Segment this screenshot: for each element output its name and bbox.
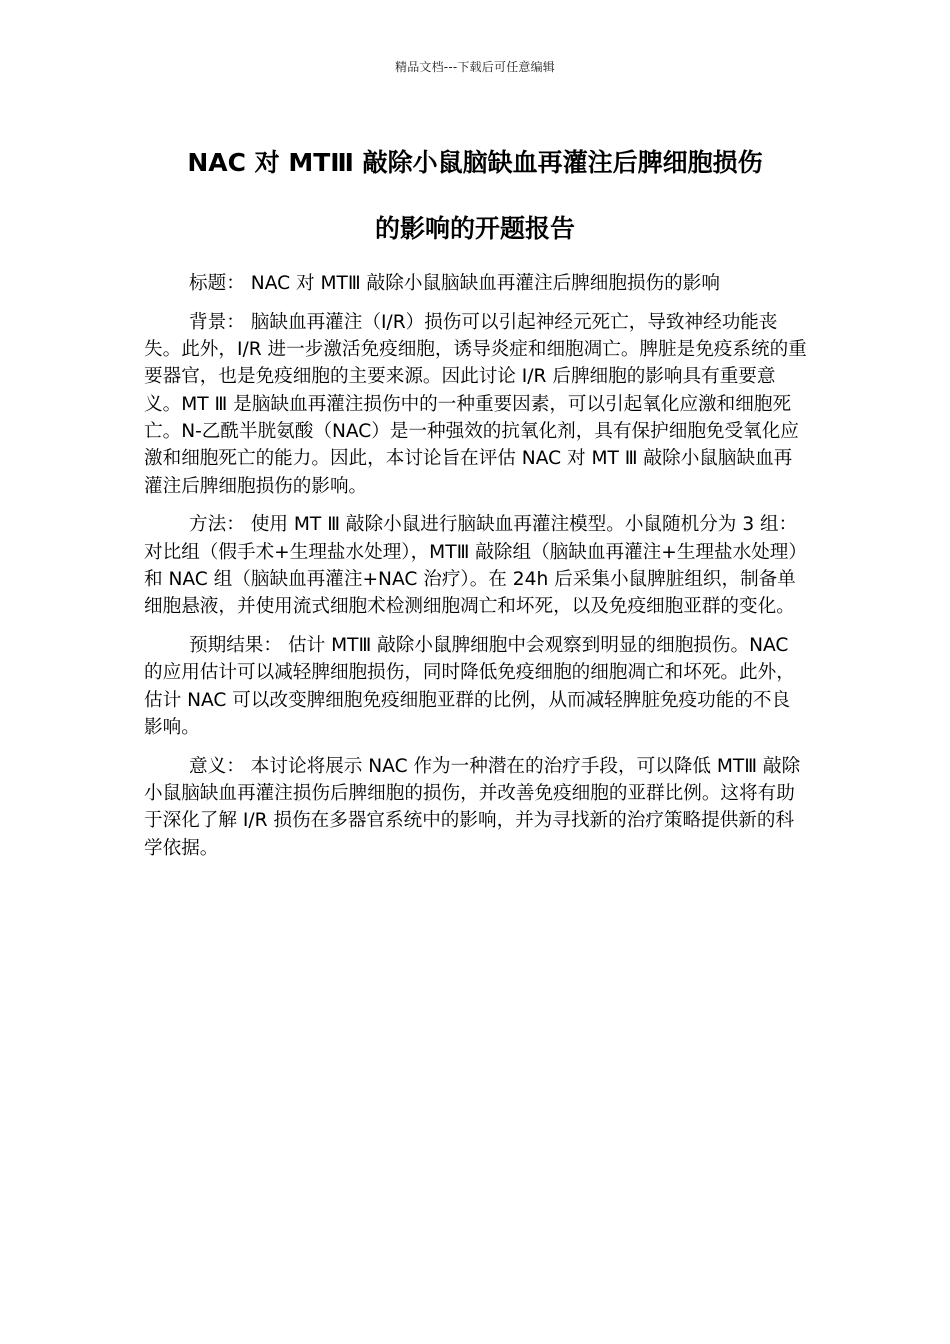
section-text: NAC 对 MTⅢ 敲除小鼠脑缺血再灌注后脾细胞损伤的影响 <box>250 273 720 294</box>
section-expected-results <box>144 632 808 741</box>
section-label: 意义： <box>189 755 245 777</box>
section-text: 使用 MT Ⅲ 敲除小鼠进行脑缺血再灌注模型。小鼠随机分为 3 组：对比组（假手术+生理盐水处理），MTⅢ 敲除组（脑缺血再灌注+生理盐水处理）和 NAC 组（脑缺血再灌注+NAC 治疗）。在 24h 后采集小鼠脾脏组织，制备单细胞悬液，并使用流式细胞术检测细胞凋亡和坏死，以及免疫细胞亚群的变化。 <box>144 514 807 618</box>
section-text: 脑缺血再灌注（I/R）损伤可以引起神经元死亡，导致神经功能丧失。此外，I/R 进一步激活免疫细胞，诱导炎症和细胞凋亡。脾脏是免疫系统的重要器官，也是免疫细胞的主要来源。因此讨论 I/R 后脾细胞的影响具有重要意义。MT Ⅲ 是脑缺血再灌注损伤中的一种重要因素，可以引起氧化应激和细胞死亡。N-乙酰半胱氨酸（NAC）是一种强效的抗氧化剂，具有保护细胞免受氧化应激和细胞死亡的能力。因此，本讨论旨在评估 NAC 对 MT Ⅲ 敲除小鼠脑缺血再灌注后脾细胞损伤的影响。 <box>144 311 807 497</box>
section-label: 背景： <box>189 311 245 333</box>
title-line-1: NAC 对 MTⅢ 敲除小鼠脑缺血再灌注后脾细胞损伤 <box>187 148 763 177</box>
section-title <box>144 270 808 297</box>
document-title <box>100 130 850 262</box>
document-body <box>144 270 808 873</box>
section-significance <box>144 753 808 862</box>
section-text: 本讨论将展示 NAC 作为一种潜在的治疗手段，可以降低 MTⅢ 敲除小鼠脑缺血再灌注损伤后脾细胞的损伤，并改善免疫细胞的亚群比例。这将有助于深化了解 I/R 损伤在多器官系统中的影响，并为寻找新的治疗策略提供新的科学依据。 <box>144 755 801 859</box>
section-text: 估计 MTⅢ 敲除小鼠脾细胞中会观察到明显的细胞损伤。NAC 的应用估计可以减轻脾细胞损伤，同时降低免疫细胞的细胞凋亡和坏死。此外，估计 NAC 可以改变脾细胞免疫细胞亚群的比例，从而减轻脾脏免疫功能的不良影响。 <box>144 635 795 738</box>
section-label: 标题： <box>189 273 245 294</box>
title-line-2: 的影响的开题报告 <box>374 214 575 243</box>
section-methods <box>144 511 808 620</box>
section-label: 预期结果： <box>189 635 282 657</box>
section-background <box>144 309 808 500</box>
header-note: 精品文档---下载后可任意编辑 <box>395 60 555 74</box>
section-label: 方法： <box>189 514 245 536</box>
